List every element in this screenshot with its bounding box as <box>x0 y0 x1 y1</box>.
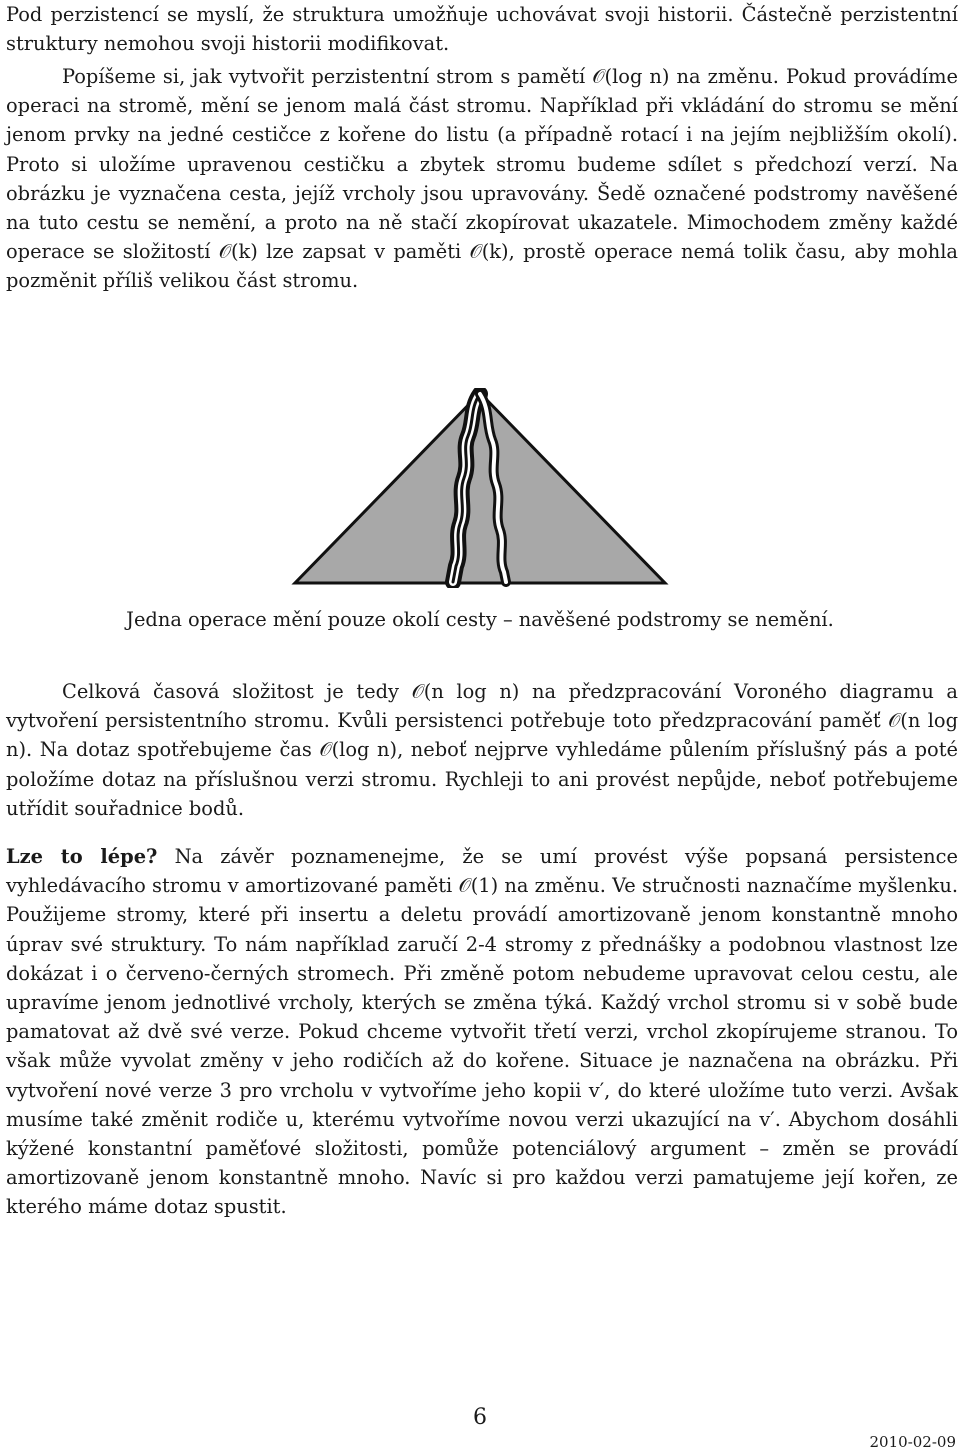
paragraph-persistence-intro: Pod perzistencí se myslí, že struktura umožňuje uchovávat svoji historii. Částečně perzistentní struktury nemohou svoji historii modifikovat. <box>6 3 958 56</box>
document-date: 2010-02-09 <box>869 1433 956 1451</box>
persistent-tree-figure <box>290 388 670 588</box>
page-number: 6 <box>473 1405 487 1430</box>
paragraph-persistent-tree: Popíšeme si, jak vytvořit perzistentní strom s pamětí 𝒪(log n) na změnu. Pokud provádíme operaci na stromě, mění se jenom malá část stromu. Například při vkládání do stromu se mění jenom prvky na jedné cestičce z kořene do listu (a případně rotací i na jejím nejbližším okolí). Proto si uložíme upravenou cestičku a zbytek stromu budeme sdílet s předchozí verzí. Na obrázku je vyznačena cesta, jejíž vrcholy jsou upravovány. Šedě označené podstromy navěšené na tuto cestu se nemění, a proto na ně stačí zkopírovat ukazatele. Mimochodem změny každé operace se složitostí 𝒪(k) lze zapsat v paměti 𝒪(k), prostě operace nemá tolik času, aby mohla pozměnit příliš velikou část stromu. <box>6 65 958 293</box>
paragraph-complexity: Celková časová složitost je tedy 𝒪(n log n) na předzpracování Voroného diagramu a vytvoření persistentního stromu. Kvůli persistenci potřebuje toto předzpracování paměť 𝒪(n log n). Na dotaz spotřebujeme čas 𝒪(log n), neboť nejprve vyhledáme půlením příslušný pás a poté položíme dotaz na příslušnou verzi stromu. Rychleji to ani provést nepůjde, neboť potřebujeme utřídit souřadnice bodů. <box>6 680 958 820</box>
paragraph-heading: Lze to lépe? <box>6 845 158 868</box>
paragraph-amortized-text: Na závěr poznamenejme, že se umí provést výše popsaná persistence vyhledávacího stromu v amortizované paměti 𝒪(1) na změnu. Ve stručnosti naznačíme myšlenku. Použijeme stromy, které při insertu a deletu provádí amortizovaně jenom konstantně mnoho úprav své struktury. To nám například zaručí 2-4 stromy z přednášky a podobnou vlastnost lze dokázat i o červeno-černých stromech. Při změně potom nebudeme upravovat celou cestu, ale upravíme jenom jednotlivé vrcholy, kterých se změna týká. Každý vrchol stromu si v sobě bude pamatovat až dvě své verze. Pokud chceme vytvořit třetí verzi, vrchol zkopírujeme stranou. To však může vyvolat změny v jeho rodičích až do kořene. Situace je naznačena na obrázku. Při vytvoření nové verze 3 pro vrcholu v vytvoříme jeho kopii v′, do které uložíme tuto verzi. Avšak musíme také změnit rodiče u, kterému vytvoříme novou verzi ukazující na v′. Abychom dosáhli kýžené konstantní paměťové složitosti, pomůže potenciálový argument – změn se provádí amortizovaně jenom konstantně mnoho. Navíc si pro každou verzi pamatujeme její kořen, ze kterého máme dotaz spustit. <box>6 845 958 1219</box>
paragraph-amortized <box>6 842 958 1222</box>
figure-caption: Jedna operace mění pouze okolí cesty – navěšené podstromy se nemění. <box>126 608 834 631</box>
